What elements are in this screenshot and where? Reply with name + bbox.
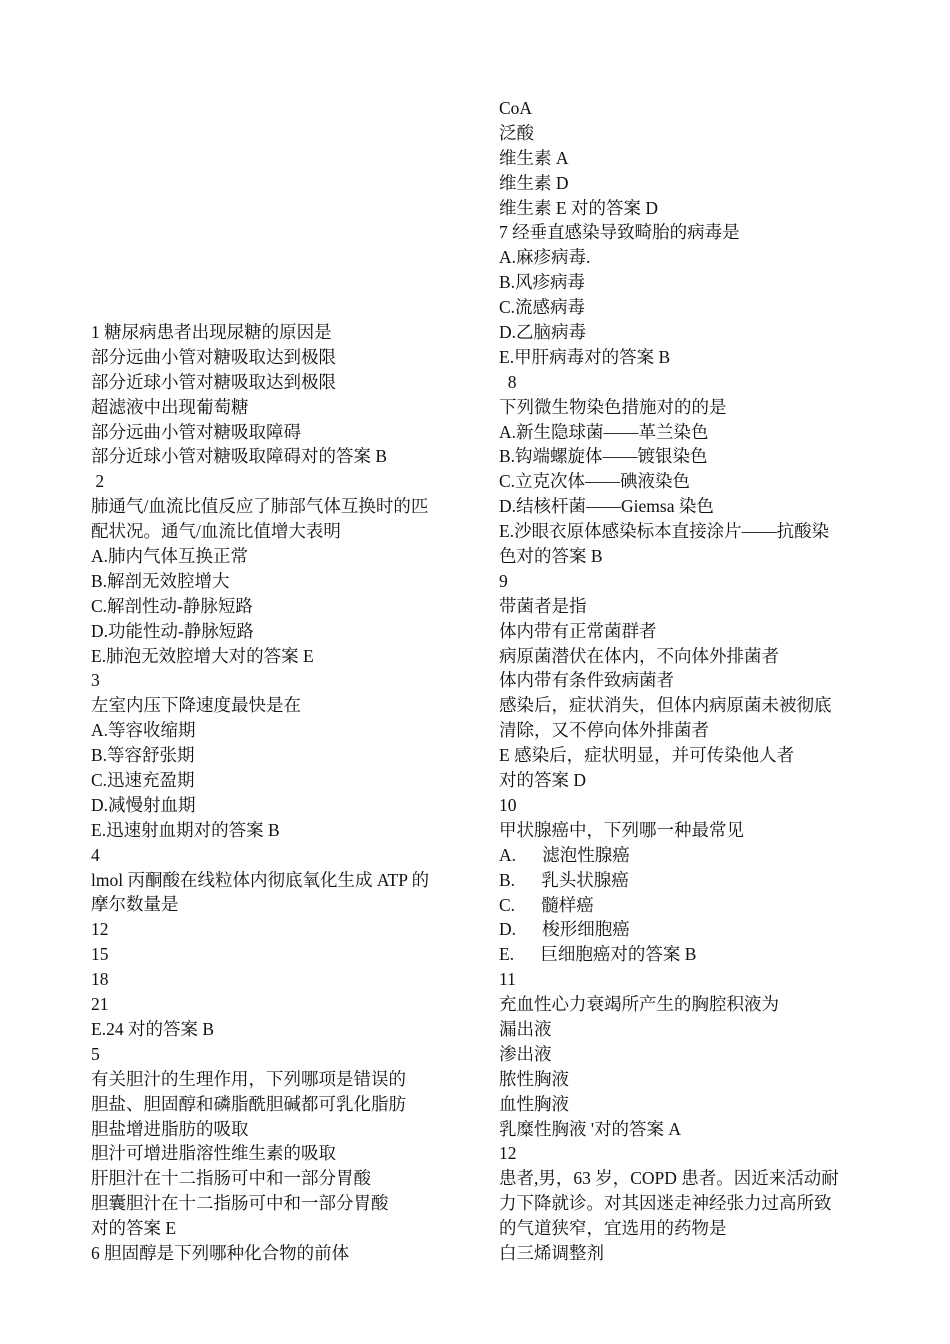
text-line: B.等容舒张期 <box>91 745 195 766</box>
text-line: A.肺内气体互换正常 <box>91 546 249 567</box>
text-line: 摩尔数量是 <box>91 894 179 915</box>
text-line: 部分近球小管对糖吸取障碍对的答案 B <box>91 446 388 467</box>
text-line: 配状况。通气/血流比值增大表明 <box>91 521 341 542</box>
text-line: 泛酸 <box>499 122 534 143</box>
text-line: 脓性胸液 <box>499 1068 569 1089</box>
right-column <box>499 96 877 1266</box>
text-line: 超滤液中出现葡萄糖 <box>91 396 249 417</box>
text-line: 12 <box>91 919 109 940</box>
text-line: D.功能性动-静脉短路 <box>91 620 254 641</box>
text-line: 渗出液 <box>499 1043 552 1064</box>
text-line: 体内带有正常菌群者 <box>499 620 657 641</box>
text-line: 部分远曲小管对糖吸取达到极限 <box>91 346 336 367</box>
text-line: E 感染后，症状明显，并可传染他人者 <box>499 745 795 766</box>
text-line: 5 <box>91 1043 100 1064</box>
text-line: D. 梭形细胞癌 <box>499 919 630 940</box>
text-line: 清除，又不停向体外排菌者 <box>499 720 709 741</box>
text-line: 11 <box>499 969 516 990</box>
text-line: 有关胆汁的生理作用，下列哪项是错误的 <box>91 1068 406 1089</box>
text-line: C.解剖性动-静脉短路 <box>91 595 253 616</box>
text-line: B.解剖无效腔增大 <box>91 570 230 591</box>
text-line: 对的答案 D <box>499 770 587 791</box>
text-line: E. 巨细胞癌对的答案 B <box>499 944 697 965</box>
text-line: 左室内压下降速度最快是在 <box>91 695 301 716</box>
text-line: 肺通气/血流比值反应了肺部气体互换时的匹 <box>91 496 429 517</box>
text-line: 病原菌潜伏在体内，不向体外排菌者 <box>499 645 779 666</box>
text-line: 10 <box>499 794 517 815</box>
text-line: 12 <box>499 1143 517 1164</box>
text-line: 色对的答案 B <box>499 546 603 567</box>
text-line: 21 <box>91 994 109 1015</box>
text-line: 胆盐、胆固醇和磷脂酰胆碱都可乳化脂肪 <box>91 1093 406 1114</box>
text-line: 白三烯调整剂 <box>499 1242 604 1263</box>
left-column <box>91 320 469 1266</box>
text-line: E.肺泡无效腔增大对的答案 E <box>91 645 314 666</box>
text-line: 下列微生物染色措施对的的是 <box>499 396 727 417</box>
text-line: 1 糖尿病患者出现尿糖的原因是 <box>91 322 332 342</box>
text-line: D.减慢射血期 <box>91 794 196 815</box>
text-line: 充血性心力衰竭所产生的胸腔积液为 <box>499 994 779 1015</box>
text-line: 部分近球小管对糖吸取达到极限 <box>91 371 336 392</box>
text-line: 对的答案 E <box>91 1218 177 1239</box>
text-line: C.流感病毒 <box>499 297 586 318</box>
text-line: E.沙眼衣原体感染标本直接涂片——抗酸染 <box>499 521 830 542</box>
text-line: E.迅速射血期对的答案 B <box>91 819 280 840</box>
text-line: C. 髓样癌 <box>499 894 594 915</box>
text-line: 7 经垂直感染导致畸胎的病毒是 <box>499 222 740 243</box>
text-line: 6 胆固醇是下列哪种化合物的前体 <box>91 1242 350 1263</box>
text-line: C.立克次体——碘液染色 <box>499 471 691 492</box>
text-line: 胆盐增进脂肪的吸取 <box>91 1118 249 1139</box>
text-line: A. 滤泡性腺癌 <box>499 844 630 865</box>
text-line: 血性胸液 <box>499 1093 569 1114</box>
text-line: D.结核杆菌——Giemsa 染色 <box>499 496 714 517</box>
text-line: A.等容收缩期 <box>91 720 196 741</box>
text-line: 3 <box>91 670 100 691</box>
text-line: 带菌者是指 <box>499 595 587 616</box>
text-line: 维生素 D <box>499 172 569 193</box>
text-line: 力下降就诊。对其因迷走神经张力过高所致 <box>499 1193 832 1214</box>
text-line: 甲状腺癌中，下列哪一种最常见 <box>499 819 744 840</box>
text-line: 体内带有条件致病菌者 <box>499 670 674 691</box>
text-line: B. 乳头状腺癌 <box>499 869 629 890</box>
text-line: B.风疹病毒 <box>499 272 586 293</box>
text-line: lmol 丙酮酸在线粒体内彻底氧化生成 ATP 的 <box>91 869 430 890</box>
text-line: 维生素 A <box>499 147 569 168</box>
text-line: 漏出液 <box>499 1018 552 1039</box>
text-line: E.甲肝病毒对的答案 B <box>499 346 671 367</box>
text-line: A.麻疹病毒. <box>499 247 591 268</box>
text-line: 9 <box>499 570 508 591</box>
text-line: 胆囊胆汁在十二指肠可中和一部分胃酸 <box>91 1193 389 1214</box>
text-line: 4 <box>91 844 100 865</box>
text-line: 15 <box>91 944 109 965</box>
text-line: 肝胆汁在十二指肠可中和一部分胃酸 <box>91 1168 371 1189</box>
text-line: CoA <box>499 98 533 118</box>
text-line: D.乙脑病毒 <box>499 322 587 343</box>
text-line: 部分远曲小管对糖吸取障碍 <box>91 421 301 442</box>
text-line: 胆汁可增进脂溶性维生素的吸取 <box>91 1143 336 1164</box>
text-line: 的气道狭窄，宜选用的药物是 <box>499 1218 727 1239</box>
text-line: 8 <box>499 371 517 392</box>
text-line: 乳糜性胸液 '对的答案 A <box>499 1118 682 1139</box>
text-line: 患者,男，63 岁，COPD 患者。因近来活动耐 <box>499 1168 839 1189</box>
text-line: 18 <box>91 969 109 990</box>
text-line: 感染后，症状消失，但体内病原菌未被彻底 <box>499 695 832 716</box>
text-line: C.迅速充盈期 <box>91 770 195 791</box>
text-line: A.新生隐球菌——革兰染色 <box>499 421 709 442</box>
text-line: E.24 对的答案 B <box>91 1018 214 1039</box>
text-line: 2 <box>91 471 105 492</box>
text-line: 维生素 E 对的答案 D <box>499 197 658 218</box>
text-line: B.钩端螺旋体——镀银染色 <box>499 446 708 467</box>
